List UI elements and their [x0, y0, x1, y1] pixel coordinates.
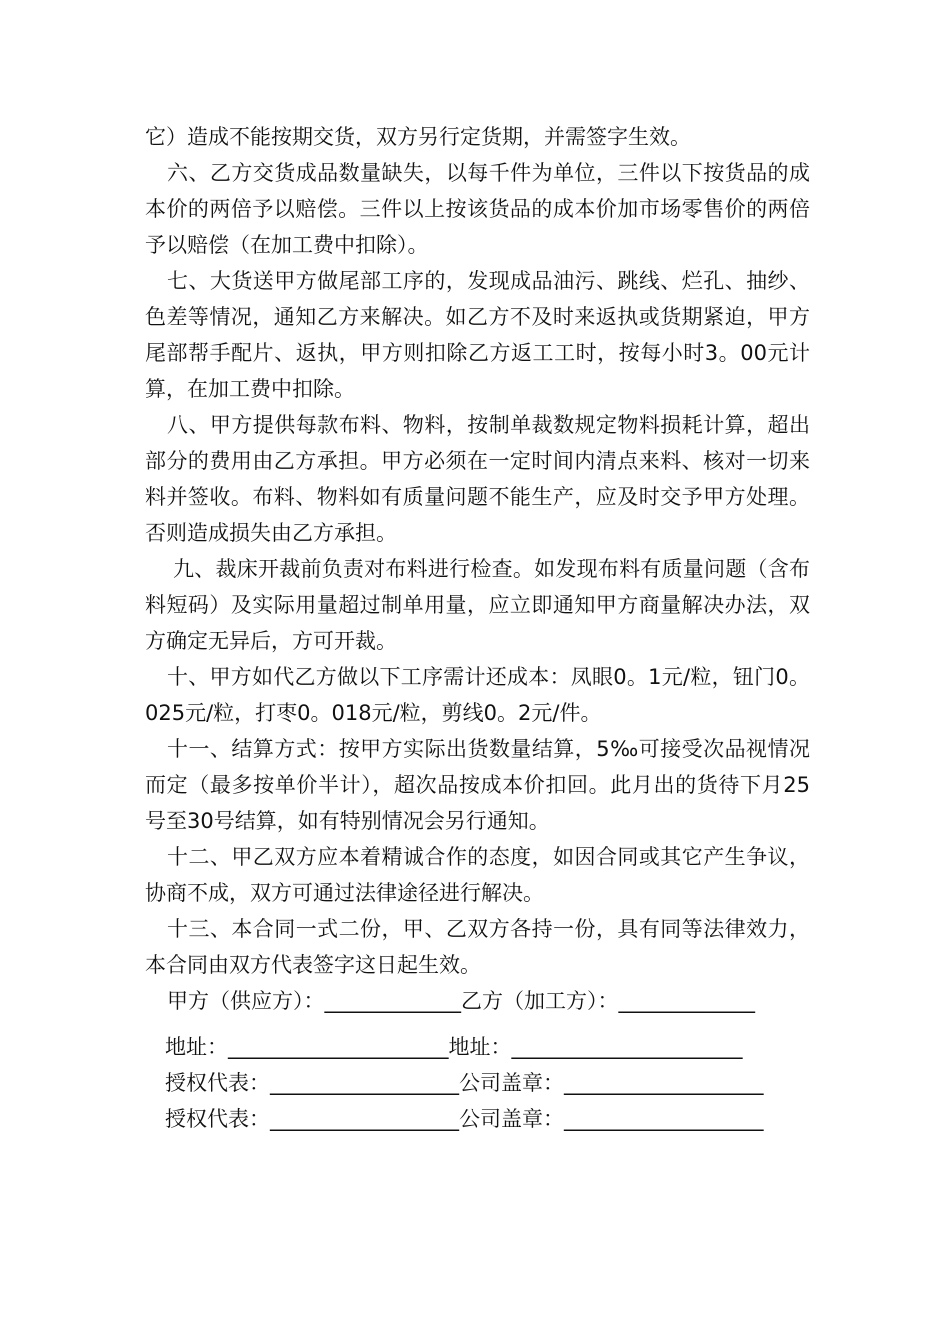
clause-7: 七、大货送甲方做尾部工序的，发现成品油污、跳线、烂孔、抽纱、色差等情况，通知乙方来解决。如乙方不及时来返执或货期紧迫，甲方尾部帮手配片、返执，甲方则扣除乙方返工工时，按每小时3。00元计算，在加工费中扣除。 [145, 269, 810, 401]
contract-page [145, 119, 810, 1137]
clause-10: 十、甲方如代乙方做以下工序需计还成本：凤眼0。1元/粒，钮门0。025元/粒，打枣0。018元/粒，剪线0。2元/件。 [145, 665, 810, 725]
clause-13: 十三、本合同一式二份，甲、乙双方各持一份，具有同等法律效力，本合同由双方代表签字这日起生效。 [145, 917, 810, 977]
signature-block [145, 983, 810, 1137]
paragraph-continuation: 它）造成不能按期交货，双方另行定货期，并需签字生效。 [145, 125, 691, 149]
address-line: 地址：_____________________地址：______________________ [165, 1035, 743, 1059]
authorized-representative-line: 授权代表：__________________公司盖章：___________________ [165, 1107, 764, 1131]
clause-12: 十二、甲乙双方应本着精诚合作的态度，如因合同或其它产生争议，协商不成，双方可通过法律途径进行解决。 [145, 845, 810, 905]
authorized-representative-line: 授权代表：__________________公司盖章：___________________ [165, 1071, 764, 1095]
clause-8: 八、甲方提供每款布料、物料，按制单裁数规定物料损耗计算，超出部分的费用由乙方承担。甲方必须在一定时间内清点来料、核对一切来料并签收。布料、物料如有质量问题不能生产，应及时交予甲方处理。否则造成损失由乙方承担。 [145, 413, 810, 545]
clause-6: 六、乙方交货成品数量缺失，以每千件为单位，三件以下按货品的成本价的两倍予以赔偿。三件以上按该货品的成本价加市场零售价的两倍予以赔偿（在加工费中扣除）。 [145, 161, 810, 257]
party-signature-line: 甲方（供应方）：_____________乙方（加工方）：_____________ [167, 989, 755, 1013]
clause-11: 十一、结算方式：按甲方实际出货数量结算，5‰可接受次品视情况而定（最多按单价半计），超次品按成本价扣回。此月出的货待下月25号至30号结算，如有特别情况会另行通知。 [145, 737, 810, 833]
clause-9: 九、裁床开裁前负责对布料进行检查。如发现布料有质量问题（含布料短码）及实际用量超过制单用量，应立即通知甲方商量解决办法，双方确定无异后，方可开裁。 [145, 557, 810, 653]
